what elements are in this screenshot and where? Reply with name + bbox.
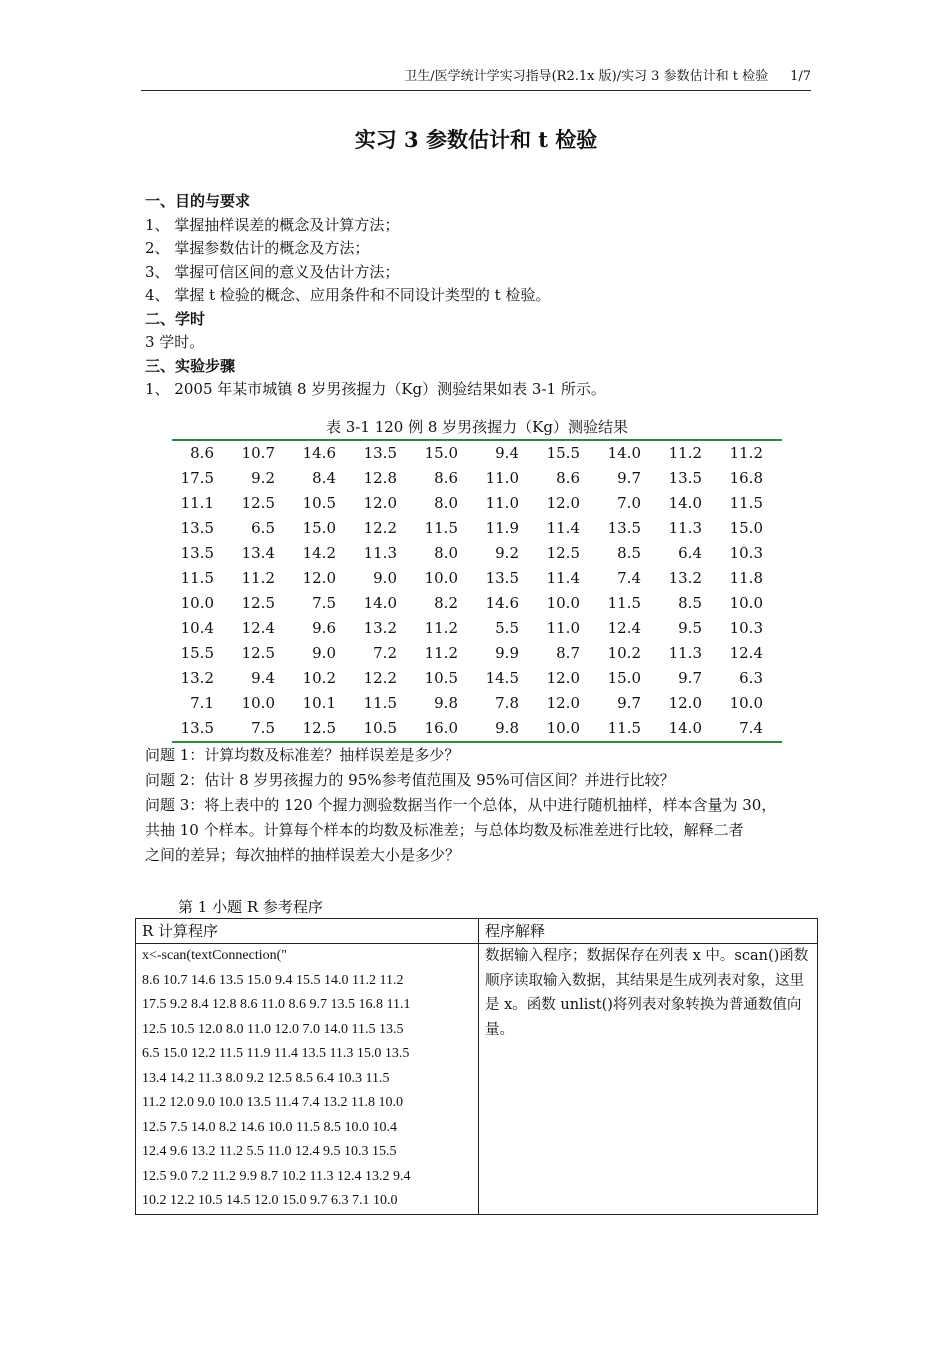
- table-cell: 11.2: [729, 444, 763, 462]
- table-cell: 16.8: [729, 469, 763, 487]
- table-cell: 11.0: [485, 494, 519, 512]
- table-cell: 7.4: [617, 569, 641, 587]
- table-cell: 13.5: [180, 519, 214, 537]
- table-cell: 13.5: [180, 719, 214, 737]
- table-cell: 11.5: [180, 569, 214, 587]
- table-cell: 17.5: [180, 469, 214, 487]
- table-cell: 11.9: [485, 519, 519, 537]
- table-cell: 15.5: [546, 444, 580, 462]
- table-cell: 15.0: [302, 519, 336, 537]
- table-cell: 7.1: [190, 694, 214, 712]
- section-heading-steps: 三、实验步骤: [145, 356, 236, 375]
- table-cell: 13.2: [180, 669, 214, 687]
- table-cell: 11.5: [363, 694, 397, 712]
- table-cell: 14.5: [485, 669, 519, 687]
- table-cell: 12.0: [546, 669, 580, 687]
- table-cell: 16.0: [424, 719, 458, 737]
- section-heading-objectives: 一、目的与要求: [145, 192, 251, 210]
- table-cell: 12.0: [546, 494, 580, 512]
- table-cell: 10.2: [607, 644, 641, 662]
- table-cell: 6.5: [251, 519, 275, 537]
- table-cell: 11.5: [607, 719, 641, 737]
- table-cell: 5.5: [495, 619, 519, 637]
- table-cell: 13.5: [363, 444, 397, 462]
- table-cell: 9.7: [678, 669, 702, 687]
- table-cell: 13.5: [607, 519, 641, 537]
- code-line: 12.5 10.5 12.0 8.0 11.0 12.0 7.0 14.0 11.5 13.5: [142, 1021, 404, 1037]
- objective-item: 1、 掌握抽样误差的概念及计算方法；: [145, 215, 400, 234]
- running-header: [141, 68, 811, 91]
- table-cell: 14.0: [668, 494, 702, 512]
- table-cell: 8.6: [434, 469, 458, 487]
- code-line: 17.5 9.2 8.4 12.8 8.6 11.0 8.6 9.7 13.5 16.8 11.1: [142, 997, 411, 1012]
- table-cell: 12.0: [668, 694, 702, 712]
- table-cell: 8.5: [617, 544, 641, 562]
- table-row: [172, 491, 782, 516]
- table-cell: 8.4: [312, 469, 336, 487]
- table-cell: 9.8: [434, 694, 458, 712]
- table-cell: 10.0: [546, 594, 580, 612]
- table-cell: 11.4: [546, 569, 580, 587]
- explanation-col-header: 程序解释: [479, 919, 818, 944]
- table-cell: 12.4: [729, 644, 763, 662]
- questions: [145, 743, 817, 868]
- table-cell: 12.4: [241, 619, 275, 637]
- table-cell: 13.5: [180, 544, 214, 562]
- table-row: [172, 641, 782, 666]
- code-line: 8.6 10.7 14.6 13.5 15.0 9.4 15.5 14.0 11.2 11.2: [142, 972, 404, 988]
- table-cell: 12.5: [546, 544, 580, 562]
- page-number: 1/7: [790, 69, 811, 84]
- table-cell: 7.5: [251, 719, 275, 737]
- table-cell: 13.2: [363, 619, 397, 637]
- question-line: 问题 2：估计 8 岁男孩握力的 95%参考值范围及 95%可信区间？并进行比较？: [145, 771, 675, 789]
- table-cell: 10.0: [546, 719, 580, 737]
- table-cell: 12.2: [363, 669, 397, 687]
- objective-item: 4、 掌握 t 检验的概念、应用条件和不同设计类型的 t 检验。: [145, 286, 551, 304]
- table-cell: 6.3: [739, 669, 763, 687]
- code-line: 10.2 12.2 10.5 14.5 12.0 15.0 9.7 6.3 7.1 10.0: [142, 1193, 398, 1208]
- table-cell: 7.8: [495, 694, 519, 712]
- table-cell: 14.6: [302, 444, 336, 462]
- table-row: [172, 591, 782, 616]
- table-cell: 12.8: [363, 469, 397, 487]
- table-cell: 8.7: [556, 644, 580, 662]
- table-cell: 12.5: [241, 494, 275, 512]
- section-heading-hours: 二、学时: [145, 309, 206, 328]
- table-cell: 13.5: [668, 469, 702, 487]
- table-cell: 13.5: [485, 569, 519, 587]
- table-cell: 11.0: [546, 619, 580, 637]
- explanation-cell: 数据输入程序；数据保存在列表 x 中。scan()函数顺序读取输入数据，其结果是生成列表对象，这里是 x。函数 unlist()将列表对象转换为普通数值向量。: [479, 944, 818, 1215]
- table-body: [172, 440, 782, 742]
- table-cell: 10.3: [729, 544, 763, 562]
- table-cell: 9.4: [251, 669, 275, 687]
- table-cell: 10.0: [424, 569, 458, 587]
- table-cell: 10.5: [302, 494, 336, 512]
- table-cell: 8.6: [190, 444, 214, 462]
- table-cell: 11.2: [424, 644, 458, 662]
- table-cell: 12.0: [302, 569, 336, 587]
- table-cell: 10.2: [302, 669, 336, 687]
- table-caption: 表 3-1 120 例 8 岁男孩握力（Kg）测验结果: [326, 418, 628, 436]
- table-cell: 11.4: [546, 519, 580, 537]
- table-cell: 9.2: [251, 469, 275, 487]
- table-row: [172, 440, 782, 466]
- table-row: [172, 516, 782, 541]
- table-cell: 8.6: [556, 469, 580, 487]
- table-cell: 12.5: [302, 719, 336, 737]
- body-text: [145, 190, 817, 402]
- table-cell: 10.4: [180, 619, 214, 637]
- table-cell: 6.4: [678, 544, 702, 562]
- table-cell: 12.0: [546, 694, 580, 712]
- table-cell: 12.5: [241, 644, 275, 662]
- table-row: [172, 716, 782, 742]
- table-cell: 11.0: [485, 469, 519, 487]
- table-cell: 7.5: [312, 594, 336, 612]
- table-cell: 10.3: [729, 619, 763, 637]
- table-cell: 11.3: [668, 519, 702, 537]
- table-cell: 14.0: [607, 444, 641, 462]
- question-line: 问题 3：将上表中的 120 个握力测验数据当作一个总体，从中进行随机抽样，样本含量为 30，: [145, 796, 777, 814]
- program-caption: 第 1 小题 R 参考程序: [178, 898, 323, 916]
- step-item: 1、 2005 年某市城镇 8 岁男孩握力（Kg）测验结果如表 3-1 所示。: [145, 380, 606, 398]
- table-cell: 15.0: [607, 669, 641, 687]
- r-code-cell: [136, 944, 479, 1215]
- table-cell: 11.5: [729, 494, 763, 512]
- table-row: [172, 691, 782, 716]
- table-cell: 10.0: [180, 594, 214, 612]
- table-cell: 11.3: [668, 644, 702, 662]
- table-cell: 9.8: [495, 719, 519, 737]
- running-header-text: 卫生/医学统计学实习指导(R2.1x 版)/实习 3 参数估计和 t 检验: [404, 69, 769, 84]
- table-cell: 9.0: [373, 569, 397, 587]
- table-cell: 15.5: [180, 644, 214, 662]
- table-cell: 9.7: [617, 469, 641, 487]
- table-cell: 9.2: [495, 544, 519, 562]
- code-line: 11.2 12.0 9.0 10.0 13.5 11.4 7.4 13.2 11.8 10.0: [142, 1095, 403, 1110]
- code-line: 12.5 7.5 14.0 8.2 14.6 10.0 11.5 8.5 10.0 10.4: [142, 1119, 397, 1135]
- table-cell: 12.4: [607, 619, 641, 637]
- table-cell: 13.4: [241, 544, 275, 562]
- code-line: x<-scan(textConnection(": [142, 948, 288, 963]
- table-cell: 7.2: [373, 644, 397, 662]
- table-cell: 11.2: [241, 569, 275, 587]
- table-row: [172, 466, 782, 491]
- table-cell: 14.6: [485, 594, 519, 612]
- question-line: 问题 1：计算均数及标准差？抽样误差是多少？: [145, 746, 460, 764]
- table-cell: 11.2: [668, 444, 702, 462]
- table-cell: 9.9: [495, 644, 519, 662]
- table-cell: 9.5: [678, 619, 702, 637]
- table-cell: 12.0: [363, 494, 397, 512]
- code-line: 12.4 9.6 13.2 11.2 5.5 11.0 12.4 9.5 10.3 15.5: [142, 1144, 397, 1159]
- table-cell: 13.2: [668, 569, 702, 587]
- table-cell: 10.0: [241, 694, 275, 712]
- objective-item: 3、 掌握可信区间的意义及估计方法；: [145, 262, 400, 281]
- code-line: 6.5 15.0 12.2 11.5 11.9 11.4 13.5 11.3 15.0 13.5: [142, 1046, 410, 1061]
- table-row: [172, 541, 782, 566]
- table-cell: 9.0: [312, 644, 336, 662]
- table-row: [172, 566, 782, 591]
- table-cell: 12.2: [363, 519, 397, 537]
- table-cell: 11.1: [180, 494, 214, 512]
- program-table: [135, 918, 818, 1215]
- table-cell: 11.8: [729, 569, 763, 587]
- table-cell: 10.1: [302, 694, 336, 712]
- question-line: 之间的差异；每次抽样的抽样误差大小是多少？: [145, 846, 461, 864]
- table-cell: 12.5: [241, 594, 275, 612]
- table-cell: 7.4: [739, 719, 763, 737]
- table-cell: 15.0: [729, 519, 763, 537]
- table-cell: 8.5: [678, 594, 702, 612]
- table-cell: 8.2: [434, 594, 458, 612]
- question-line: 共抽 10 个样本。计算每个样本的均数及标准差；与总体均数及标准差进行比较，解释二者: [145, 821, 744, 839]
- table-cell: 9.4: [495, 444, 519, 462]
- table-cell: 14.0: [668, 719, 702, 737]
- table-cell: 8.0: [434, 494, 458, 512]
- table-cell: 14.2: [302, 544, 336, 562]
- hours-text: 3 学时。: [145, 333, 205, 351]
- table-cell: 10.0: [729, 594, 763, 612]
- table-row: [172, 616, 782, 641]
- table-cell: 11.3: [363, 544, 397, 562]
- document-title: 实习 3 参数估计和 t 检验: [354, 127, 598, 152]
- table-row: [172, 666, 782, 691]
- objective-item: 2、 掌握参数估计的概念及方法；: [145, 239, 370, 257]
- table-cell: 10.5: [363, 719, 397, 737]
- table-cell: 10.0: [729, 694, 763, 712]
- table-cell: 8.0: [434, 544, 458, 562]
- table-cell: 7.0: [617, 494, 641, 512]
- table-cell: 10.7: [241, 444, 275, 462]
- code-line: 13.4 14.2 11.3 8.0 9.2 12.5 8.5 6.4 10.3 11.5: [142, 1070, 390, 1086]
- table-cell: 11.5: [607, 594, 641, 612]
- table-cell: 10.5: [424, 669, 458, 687]
- table-cell: 14.0: [363, 594, 397, 612]
- table-cell: 11.5: [424, 519, 458, 537]
- table-cell: 15.0: [424, 444, 458, 462]
- table-cell: 9.7: [617, 694, 641, 712]
- program-col-header: R 计算程序: [136, 919, 479, 944]
- table-cell: 11.2: [424, 619, 458, 637]
- grip-strength-table: [172, 439, 782, 743]
- table-cell: 9.6: [312, 619, 336, 637]
- code-line: 12.5 9.0 7.2 11.2 9.9 8.7 10.2 11.3 12.4 13.2 9.4: [142, 1168, 411, 1184]
